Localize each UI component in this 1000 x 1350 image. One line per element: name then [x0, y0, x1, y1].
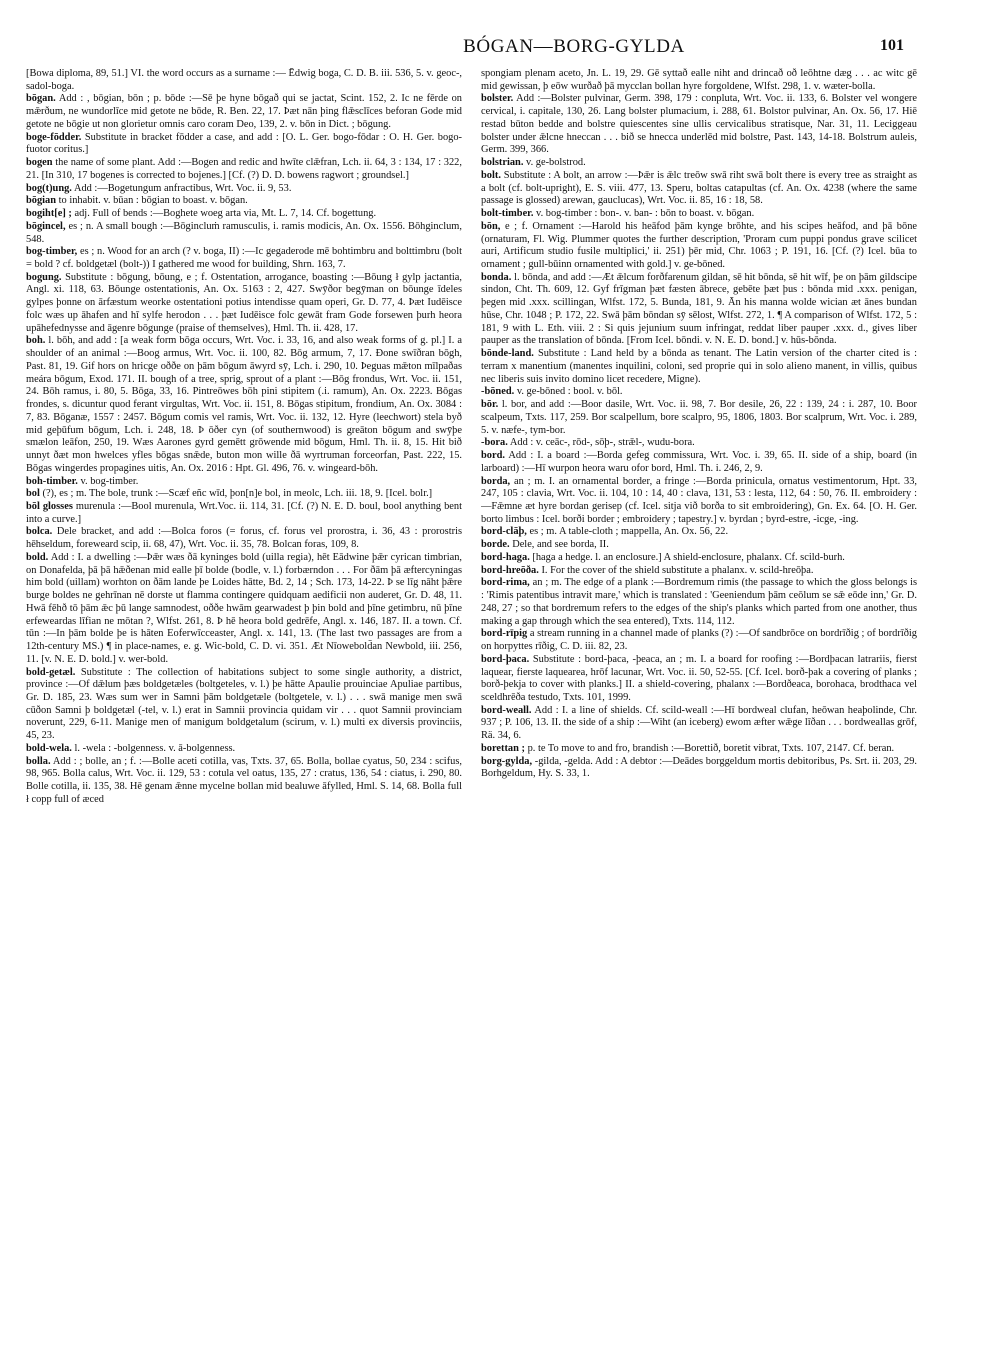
entry-headword: bolt. — [481, 169, 501, 181]
dictionary-entry — [481, 386, 917, 399]
dictionary-entry — [481, 539, 917, 552]
entry-text: l. bōh, and add : [a weak form bōga occurs, Wrt. Voc. i. 33, 16, and also weak forms of g. pl.] I. a shoulder of an animal :—Boog armus, Wrt. Voc. ii. 100, 82. Bōg armum, 7, 17. Ðone swīðran bōgh, Past. 81, 19. Gif hors on hricge oððe on þām bōgum āwyrd sȳ, Lch. i. 290, 10. Þeguas mǣton mīlpaðas meára bōgum, Exod. 171. II. bough of a tree, sprig, sprout of a plant :—Bōg frondus, Wrt. Voc. ii. 151, 24. Bōh ramus, i. 80, 5. Bōga, 33, 16. Pintreōwes bōh pini stipitem (.i. ramum), An. Ox. 2223. Bōgas frondes, s. dicuntur quod ferant virgultas, Wrt. Voc. ii. 151, 8. Bōgas stipitum, frondium, An. Ox. 3084 : 7, 83. Bōganæ, 1557 : 2457. Bōgum comis vel ramis, Wrt. Voc. ii. 132, 12. Hyre (leechwort) stela byð mid geþūfum bōgum, Lch. i. 248, 18. Þ ōðer cyn (of southernwood) is greāton bōgum and swȳþe smælon leāfon, 250, 19. Wæs Aarones gyrd gemētt grōwende mid bōgum, Hml. Th. ii. 8, 15. Hit bið unnyt ðæt mon hwelces yfles bōgas snǣde, buton mon wille ðā wyrtruman forceorfan, Past. 222, 15. Bōgas wingerdes propagines uitis, An. Ox. 2016 : Hpt. Gl. 496, 76. v. wingeard-bōh. — [26, 335, 462, 474]
dictionary-entry — [26, 221, 462, 246]
running-head: BÓGAN—BORG-GYLDA — [463, 36, 685, 57]
entry-headword: bold-getæl. — [26, 666, 76, 678]
entry-headword: bolt-timber. — [481, 208, 534, 220]
entry-text: [Bowa diploma, 89, 51.] VI. the word occurs as a surname :— Ēdwig boga, C. D. B. iii. 536, 5. v. geoc-, sadol-boga. — [26, 68, 462, 92]
entry-headword: bōgian — [26, 195, 57, 207]
entry-headword: bol — [26, 488, 40, 500]
entry-headword: bōnde-land. — [481, 348, 534, 360]
entry-text: [haga a hedge. l. an enclosure.] A shield-enclosure, phalanx. Cf. scild-burh. — [532, 551, 845, 563]
entry-headword: bord-rima, — [481, 577, 530, 589]
entry-text: es ; m. A table-cloth ; mappella, An. Ox. 56, 22. — [529, 526, 729, 538]
entry-headword: bolster. — [481, 93, 514, 105]
dictionary-entry — [481, 577, 917, 628]
entry-headword: borg-gylda, — [481, 755, 533, 767]
entry-text: to inhabit. v. būan : bōgian to boast. v. bōgan. — [58, 195, 248, 207]
entry-headword: borda, — [481, 475, 511, 487]
entry-text: I. For the cover of the shield substitute a phalanx. v. scild-hreōþa. — [541, 564, 814, 576]
dictionary-entry — [26, 157, 462, 182]
entry-headword: bolca. — [26, 526, 53, 538]
dictionary-entry — [481, 221, 917, 272]
entry-text: Substitute in bracket fōdder a case, and add : [O. L. Ger. bogo-fōdar : O. H. Ger. bogo-fuotor coritus.] — [26, 131, 462, 156]
entry-headword: bord-clāþ, — [481, 526, 527, 538]
entry-headword: bord-rīpig — [481, 628, 528, 640]
entry-text: es ; n. A small bough :—Bōgincluṁ ramusculis, i. ramis modicis, An. Ox. 1556. Bōhginclum, 548. — [26, 220, 462, 245]
entry-text: Substitute : The collection of habitations subject to some single authority, a district, province :—Of dǣlum þæs boldgetæles (boltgeteles, v. l.) þe hātte Apaulie prouinciae Apuliae partibus, Gr. D. 185, 23. Wæs sum wer in Samni þām boldgetæle (boltgetele, v. l.) . . . swā manige men swā cūðon Samni þ boldgetæl (-tel, v. l.) erat in Samnii provincia quidam vir . . . quot Samnii provinciam noverunt, 229, 6-11. Manige men of manigum boldgetalum (scirum, v. l.) multi ex diversis provinciis, 45, 23. — [26, 666, 462, 742]
dictionary-entry — [481, 654, 917, 705]
entry-headword: bord-þaca. — [481, 653, 530, 665]
entry-headword: bolstrian. — [481, 157, 524, 169]
dictionary-entry — [26, 501, 462, 526]
entry-headword: bōl glosses — [26, 500, 73, 512]
entry-headword: bōgincel, — [26, 220, 66, 232]
entry-text: Dele bracket, and add :—Bolca foros (= forus, cf. forus vel prorostra, i. 36, 43 : prorostris hēhseldum, foreweard scip, ii. 68, 47), Wrt. Voc. ii. 35, 78. Bolcan foras, 109, 8. — [26, 526, 462, 551]
entry-headword: bogen — [26, 157, 53, 169]
dictionary-entry — [481, 756, 917, 781]
entry-text: Substitute : bōgung, bōung, e ; f. Ostentation, arrogance, boasting :—Bōung ł gylp jactantia, Angl. xi. 118, 63. Bōunge ostentationis, An. Ox. 5163 : 2, 427. Swȳðor begȳman on bōunge īdeles gylpes þonne on ārfæstum weorke ostentationi potius intendisse quam operi, Gr. D. 77, 4. Þæt Iudēisce folc wæs up āhafen and hī sylfe herodon . . . þæt Iudēisce folc gewāt fram Gode forsewen þurh heora upāhefednysse and āgenre bōgunge (praise of themselves), Hml. Th. ii. 428, 17. — [26, 271, 462, 334]
dictionary-entry — [481, 526, 917, 539]
entry-text: Substitute : bord-þaca, -þeaca, an ; m. I. a board for roofing :—Bordþacan latrariis, fierst laquear, fierste laquearea, hrōf lacunar, Wrt. Voc. ii. 50, 52-55. [Cf. Icel. borð-þak a covering of planks ; borð-þekja to cover with planks.] II. a shield-covering, phalanx :—Bordðeaca, borohaca, brodthaca vel sceldhrēða testudo, Txts. 101, 1999. — [481, 653, 917, 703]
entry-text: Add : , bōgian, bōn ; p. bōde :—Sē þe hyne bōgað qui se jactat, Scint. 152, 2. Ic ne fērde on mǣrðum, ne wundorlīce mid getote ne bōde, R. Ben. 22, 17. Þæt nān þing flǣsclīces beforan Gode mid getote ne bōgie ut non glorietur omnis caro coram Deo, 139, 2. v. bōn in Dict. ; bōgung. — [26, 93, 462, 130]
entry-headword: bold. — [26, 551, 49, 563]
dictionary-entry — [26, 335, 462, 475]
dictionary-entry — [26, 183, 462, 196]
entry-headword: bogiht[e] ; — [26, 208, 72, 220]
entry-headword: borettan ; — [481, 742, 525, 754]
entry-text: a stream running in a channel made of planks (?) :—Of sandbrōce on bordrīðig ; of bordrīðig on horpyttes rīðig, C. D. iii. 82, 23. — [481, 628, 917, 653]
entry-text: Add : I. a line of shields. Cf. scild-weall :—Hī bordweal clufan, heōwan heaþolinde, Chr. 937 ; P. 106, 13. II. the side of a ship :—Wiht (an iceberg) ewom æfter wǣge līðan . . . bordweallas grōf, Rä. 34, 6. — [481, 704, 917, 742]
dictionary-entry — [481, 208, 917, 221]
dictionary-entry — [26, 756, 462, 807]
entry-headword: bonda. — [481, 271, 512, 283]
entry-headword: bōn, — [481, 220, 501, 232]
entry-headword: bog(t)ung. — [26, 182, 72, 194]
entry-text: murenula :—Bool murenula, Wrt.Voc. ii. 114, 31. [Cf. (?) N. E. D. boul, bool anything bent into a curve.] — [26, 500, 462, 525]
entry-text: l. bor, and add :—Boor dasile, Wrt. Voc. ii. 98, 7. Bor desile, 26, 22 : 139, 24 : i. 287, 10. Boor scalpeum, Txts. 117, 259. Bor scalpellum, bore scalpro, 95, 1806, 1803. Bor scalprum, Wrt. Voc. i. 289, 5. v. næfe-, tym-bor. — [481, 399, 917, 436]
entry-text: Dele, and see borda, II. — [512, 539, 609, 551]
dictionary-entry — [481, 565, 917, 578]
entry-headword: bōgan. — [26, 93, 56, 105]
entry-text: l. -wela : -bolgenness. v. ā-bolgenness. — [74, 742, 236, 754]
dictionary-entry — [26, 743, 462, 756]
dictionary-entry — [481, 170, 917, 208]
dictionary-entry — [481, 68, 917, 93]
dictionary-entry — [481, 157, 917, 170]
entry-text: v. bog-timber : bon-. v. ban- : bōn to boast. v. bōgan. — [536, 208, 755, 220]
dictionary-entry — [481, 93, 917, 157]
dictionary-entry — [481, 705, 917, 743]
dictionary-entry — [26, 667, 462, 743]
dictionary-entry — [26, 488, 462, 501]
dictionary-entry — [481, 450, 917, 475]
entry-headword: boh. — [26, 335, 46, 347]
dictionary-entry — [481, 348, 917, 386]
page-number: 101 — [880, 37, 904, 54]
dictionary-entry — [26, 526, 462, 551]
entry-headword: bord. — [481, 450, 505, 462]
entry-text: (?), es ; m. The bole, trunk :—Scæf eñc wīd, þon[n]e bol, in meolc, Lch. iii. 18, 9. [Icel. bolr.] — [42, 488, 433, 500]
entry-text: Add : ; bolle, an ; f. :—Bolle aceti cotilla, vas, Txts. 37, 65. Bolla, bollae cyatus, 50, 234 : scifus, 98, 965. Bolla calus, Wrt. Voc. ii. 129, 53 : cotula vel oatus, 135, 27 : cratus, 136, 54 : ciatus, i. 290, 80. Bolle cotilla, ii. 135, 38. Hē genam ǣnne mycelne bollan mid bealuwe āfylled, Hml. S. 14, 68. Bolla full ł copp full of æced — [26, 755, 462, 805]
entry-text: spongiam plenam aceto, Jn. L. 19, 29. Gē syttað ealle niht and drincað oð leōhtne dæg . . . ac witc gē mid gewissan, þ eōw wurðað þā mycclan bollan hyre forgoldene, Wlfst. 298, 1. v. wæter-bolla. — [481, 68, 917, 92]
right-column — [481, 68, 917, 1328]
entry-text: l. bōnda, and add :—Æt ǣlcum forðfarenum gildan, sē hit bōnda, sē hit wīf, þe on þām gildscipe sindon, Cht. Th. 609, 12. Gyf frīgman þæt fæsten ābrece, gebēte þæt þus : bōnda mid .xxx. penigan, þegen mid .xxx. scillingan, Wlfst. 172, 5. Bunda, 181, 9. Ān his manna wolde wician æt ānes bundan hūse, Chr. 1048 ; P. 172, 22. Swā þām bōndan sȳ sēlost, Wlfst. 272, 1. ¶ A comparison of Wlfst. 172, 5 : 181, 9 with L. Eth. viii. 2 : Si quis jejunium suum infringat, reddat liber pauper .xxx. d., gives liber pauper as the translation of bōnda. [From Icel. bōndi. v. N. E. D. bond.] v. hūs-bōnda. — [481, 271, 917, 347]
dictionary-entry — [26, 208, 462, 221]
dictionary-entry — [26, 272, 462, 336]
dictionary-entry — [481, 552, 917, 565]
entry-text: Substitute : A bolt, an arrow :—Þǣr is ǣlc treōw swā riht swā bolt there is every tree as straight as a bolt (cf. bolt-upright), E. S. viii. 477, 13. Speru, boltas catapultas (cf. An. Ox. 4238 (where the same passage is glossed) arewan, gauclucas), Wrt. Voc. ii. 85, 16 : 18, 58. — [481, 169, 917, 207]
entry-headword: boge-fōdder. — [26, 131, 82, 143]
dictionary-entry — [481, 399, 917, 437]
entry-text: p. te To move to and fro, brandish :—Borettið, boretit vibrat, Txts. 107, 2147. Cf. beran. — [527, 742, 895, 754]
dictionary-entry — [481, 743, 917, 756]
dictionary-entry — [481, 272, 917, 348]
entry-text: an ; m. I. an ornamental border, a fringe :—Borda prinicula, ornatus vestimentorum, Hpt. 33, 247, 105 : clavia, Wrt. Voc. ii. 104, 10 : 14, 40 : clava, 131, 53 : lesta, 112, 64 : 50, 76. II. embroidery :—Fǣmne æt hyre bordan gerisep (cf. Icel. sitja við borða to sit embroidering), Gn. Ex. 64. [O. H. Ger. borto limbus : Icel. borði border ; embroidery ; tapestry.] v. byrdan ; byrd-estre, -icge, -ing. — [481, 475, 917, 525]
entry-headword: bolla. — [26, 755, 51, 767]
entry-text: Add :—Bogetungum anfractibus, Wrt. Voc. ii. 9, 53. — [73, 182, 292, 194]
dictionary-entry — [26, 68, 462, 93]
dictionary-entry — [481, 628, 917, 653]
dictionary-entry — [26, 93, 462, 131]
entry-headword: bord-weall. — [481, 704, 532, 716]
dictionary-entry — [26, 246, 462, 271]
dictionary-entry — [26, 552, 462, 667]
entry-text: Add : I. a board :—Borda gefeg commissura, Wrt. Voc. i. 39, 65. II. side of a ship, board (in larboard) :—Hī wurpon heora waru ofor bord, Hml. Th. i. 246, 2, 9. — [481, 450, 917, 474]
entry-headword: -bora. — [481, 437, 508, 449]
entry-headword: bōr. — [481, 399, 499, 411]
entry-text: v. ge-bōned : bool. v. bōl. — [516, 386, 623, 398]
entry-headword: bog-timber, — [26, 246, 78, 258]
left-column — [26, 68, 462, 1328]
entry-text: Add : v. ceāc-, rōd-, sōþ-, strǣl-, wudu-bora. — [509, 437, 695, 449]
dictionary-entry — [26, 132, 462, 157]
entry-text: es ; n. Wood for an arch (? v. boga, II) :—Ic gegaderode mē bohtimbru and bolttimbru (bolt = bold ? cf. boldgetæl (bolt-)) I gathered me wood for building, Shrn. 163, 7. — [26, 246, 462, 271]
entry-headword: bord-haga. — [481, 551, 530, 563]
dictionary-entry — [26, 195, 462, 208]
entry-text: e ; f. Ornament :—Harold his heāfod þām kynge brōhte, and his scipes heāfod, and þā bōne (ornaturam, Fl. Wig. Plummer quotes the further description, 'Proram cum puppi pondus grave scilicet auri, Artificum studio fusile multiplici,' ii. 251) þēr mid, Chr. 1063 ; P. 191, 16. [Cf. (?) Icel. būa to ornament ; gull-būinn ornamented with gold.] v. ge-bōned. — [481, 220, 917, 271]
dictionary-entry — [481, 437, 917, 450]
entry-headword: bold-wela. — [26, 742, 72, 754]
entry-headword: -bōned. — [481, 386, 515, 398]
page-header — [244, 36, 904, 60]
entry-headword: bord-hreōða. — [481, 564, 539, 576]
dictionary-entry — [481, 476, 917, 527]
entry-headword: borde. — [481, 539, 510, 551]
dictionary-entry — [26, 476, 462, 489]
entry-text: Substitute : Land held by a bōnda as tenant. The Latin version of the charter cited is : terram x manentium (manentes inquilini, coloni, sed proprie qui in solo alieno manent, in villis, quibus nec liberis suis invito domino licet recedere, Migne). — [481, 348, 917, 385]
entry-text: -gilda, -gelda. Add : A debtor :—Deādes borggeldum mortis debitoribus, Ps. Srt. ii. 203, 29. Borhgeldum, Hy. S. 33, 1. — [481, 755, 917, 780]
entry-text: Add : I. a dwelling :—Þǣr wæs ðā kyninges bold (uilla regia), hēt Eādwine þǣr cyrican timbrian, on Donafelda, þā þā hǣðenan mid ealle þī bolde (bodle, v. l.) forbærndon . . . For ðām þā æftercyningas him bold (uillam) worhton on ðām lande þe Loides hātte, Bd. 2, 14 ; Sch. 173, 14-22. Þ se līg nāht þǣre burge boldes ne gehrīnan nē dorste ut flamma contingere quidquam aedificii non auderet, Gr. D. 48, 11. Hwā fēhð tō þām ǣc þū lange samnodest, oððe hwām gearwadest þ þin bold and þīne getimbru, nū þīne erfeweardas līfian ne mōtan ?, Wlfst. 261, 8. Þ hē heora bold gedrēfe, Angl. x. 146, 187. II. a town. Cf. tūn :—In þām bolde þe is hāten Eoferwīcceaster, Angl. x. 141, 13. (The last two passages are from a 12th-century MS.) ¶ in place-names, e. g. Wic-bold, C. D. vi. 351. Æt Nīowebold̄an Newbold, iii. 256, 11. [v. N. E. D. bold.] v. wer-bold. — [26, 551, 462, 665]
entry-headword: bogung. — [26, 271, 62, 283]
entry-text: Add :—Bolster pulvinar, Germ. 398, 179 : conpluta, Wrt. Voc. ii. 133, 6. Bolster vel wongere cervical, i. capitale, 130, 26. Lang bolster plumacium, i. 288, 61. Bolstor pulvinar, An. Ox. 56, 17. Hiē restad būton bedde and bolstre quiescentes sine ullis cervicalibus stratisque, Nar. 31, 11. Leciggeau bolster under ǣlcne hneccan . . . bið se hnecca underlēd mid bolstre, Past. 143, 14-18. Bolstrum auleis, Germ. 399, 366. — [481, 93, 917, 156]
entry-text: v. ge-bolstrod. — [526, 157, 586, 169]
entry-text: the name of some plant. Add :—Bogen and redic and hwīte clǣfran, Lch. ii. 64, 3 : 134, 17 : 322, 21. [In 310, 17 bogenes is corrected to bojenes.] [Cf. (?) D. D. bowens ragwort ; groundsel.] — [26, 157, 462, 181]
entry-text: adj. Full of bends :—Boghete woeg arta via, Mt. L. 7, 14. Cf. bogettung. — [74, 208, 377, 220]
entry-text: v. bog-timber. — [80, 475, 139, 487]
entry-text: an ; m. The edge of a plank :—Bordremum rimis (the passage to which the gloss belongs is : 'Rimis patentibus intravit mare,' which is translated : 'Geeniendum þām ceōlum se sǣ eōde inn,' Gr. D. 248, 27 ; so that bordremum refers to the edges of the ship's planks which parted from one another, thus making a gap through which the sea entered), Txts. 114, 112. — [481, 577, 917, 627]
entry-headword: boh-timber. — [26, 475, 78, 487]
